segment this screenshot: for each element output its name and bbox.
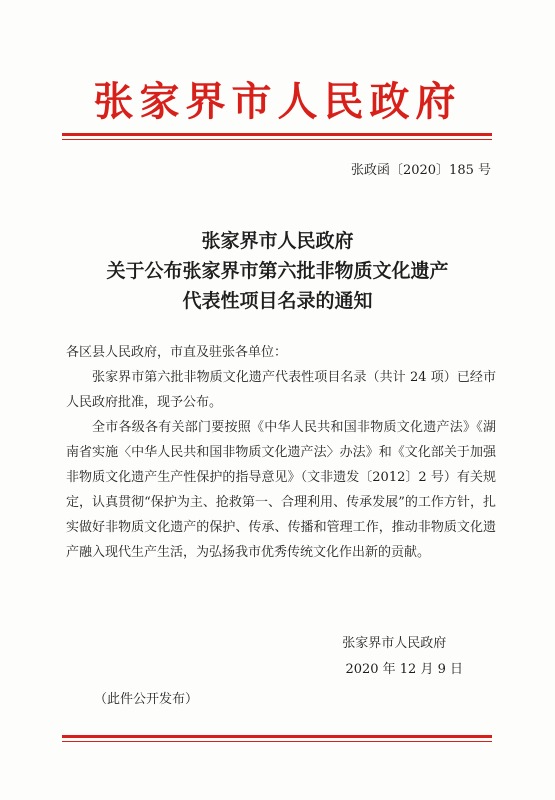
notice-title-line: 张家界市人民政府 <box>201 230 354 252</box>
notice-title-line: 代表性项目名录的通知 <box>182 290 373 312</box>
notice-body <box>66 340 496 565</box>
salutation: 各区县人民政府，市直及驻张各单位： <box>66 345 288 360</box>
header-red-rule-thick <box>62 133 492 136</box>
signature-block <box>325 631 463 683</box>
notice-title-line: 关于公布张家界市第六批非物质文化遗产 <box>106 260 449 282</box>
body-paragraph: 张家界市第六批非物质文化遗产代表性项目名录（共计 24 项）已经市人民政府批准，现予公布。 <box>66 370 496 410</box>
footer-red-rule-thick <box>62 735 492 738</box>
issuing-authority-header: 张家界市人民政府 <box>93 78 462 125</box>
footer-red-rule-thin <box>62 741 492 742</box>
notice-title <box>0 226 555 316</box>
body-paragraph: 全市各级各有关部门要按照《中华人民共和国非物质文化遗产法》《湖南省实施〈中华人民共和国非物质文化遗产法〉办法》和《文化部关于加强非物质文化遗产生产性保护的指导意见》（文非遗发〔2012〕2 号）有关规定，认真贯彻“保护为主、抢救第一、合理利用、传承发展”的工作方针，扎实做好非物质文化遗产的保护、传承、传播和管理工作，推动非物质文化遗产融入现代生产生活，为弘扬我市优秀传统文化作出新的贡献。 <box>66 420 496 560</box>
signature-org: 张家界市人民政府 <box>342 636 447 651</box>
document-number: 张政函〔2020〕185 号 <box>350 163 491 178</box>
publish-note: （此件公开发布） <box>94 692 199 707</box>
header-red-rule-thin <box>62 139 492 140</box>
signature-date: 2020 年 12 月 9 日 <box>345 662 463 677</box>
